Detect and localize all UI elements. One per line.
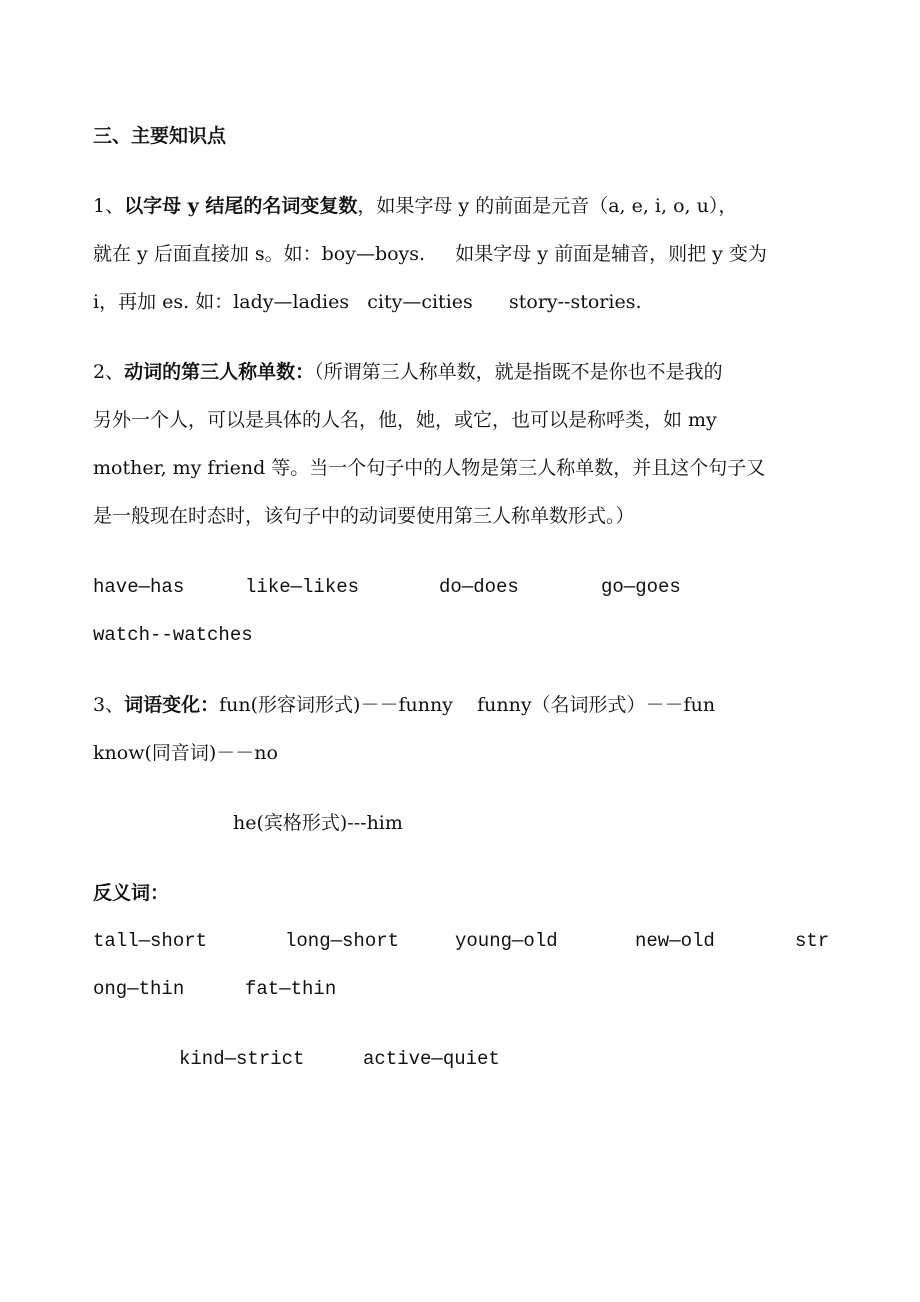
rule-2-number: 2、 xyxy=(93,361,125,383)
rule-2-line-4: 是一般现在时态时，该句子中的动词要使用第三人称单数形式。） xyxy=(93,505,635,527)
antonym-pair: young—old xyxy=(455,930,558,952)
antonym-pair: kind—strict xyxy=(179,1048,305,1070)
rule-3-title: 词语变化： xyxy=(124,694,220,716)
rule-3-line-1 xyxy=(93,693,715,717)
verb-pair: like—likes xyxy=(245,576,360,598)
verb-pair: have—has xyxy=(93,576,185,598)
rule-2-line-2: 另外一个人，可以是具体的人名，他，她，或它，也可以是称呼类，如 my xyxy=(93,409,717,431)
rule-1-title: 以字母 y 结尾的名词变复数 xyxy=(124,195,358,217)
antonyms-title: 反义词： xyxy=(93,882,170,904)
rule-3-line-3: he(宾格形式)---him xyxy=(233,812,403,834)
rule-2-title: 动词的第三人称单数： xyxy=(124,361,315,383)
antonym-pair-end: ong—thin xyxy=(93,978,185,1000)
rule-1-line-3: i，再加 es. 如：lady—ladies city—cities story--stories. xyxy=(93,291,642,313)
antonym-pair: new—old xyxy=(635,930,715,952)
rule-1-line-2: 就在 y 后面直接加 s。如：boy—boys. 如果字母 y 前面是辅音，则把 y 变为 xyxy=(93,243,767,265)
antonym-pair-start: str xyxy=(795,930,830,952)
antonym-pair: long—short xyxy=(285,930,400,952)
verb-pair: watch--watches xyxy=(93,624,253,646)
rule-2-line-1 xyxy=(93,360,723,384)
rule-1-text: ，如果字母 y 的前面是元音（a, e, i, o, u）， xyxy=(357,195,738,217)
verb-pair: do—does xyxy=(439,576,519,598)
antonym-pair: fat—thin xyxy=(245,978,337,1000)
rule-3-text: fun(形容词形式)－－funny funny（名词形式）－－fun xyxy=(219,694,716,716)
rule-2-line-3: mother, my friend 等。当一个句子中的人物是第三人称单数，并且这个句子又 xyxy=(93,457,766,479)
section-heading: 三、主要知识点 xyxy=(93,125,227,147)
rule-2-text: （所谓第三人称单数，就是指既不是你也不是我的 xyxy=(314,361,723,383)
verb-pair: go—goes xyxy=(601,576,681,598)
rule-1-number: 1、 xyxy=(93,195,125,217)
rule-1-line-1 xyxy=(93,194,737,218)
rule-3-line-2: know(同音词)－－no xyxy=(93,742,278,764)
antonym-pair: tall—short xyxy=(93,930,208,952)
rule-3-number: 3、 xyxy=(93,694,125,716)
antonym-pair: active—quiet xyxy=(363,1048,500,1070)
